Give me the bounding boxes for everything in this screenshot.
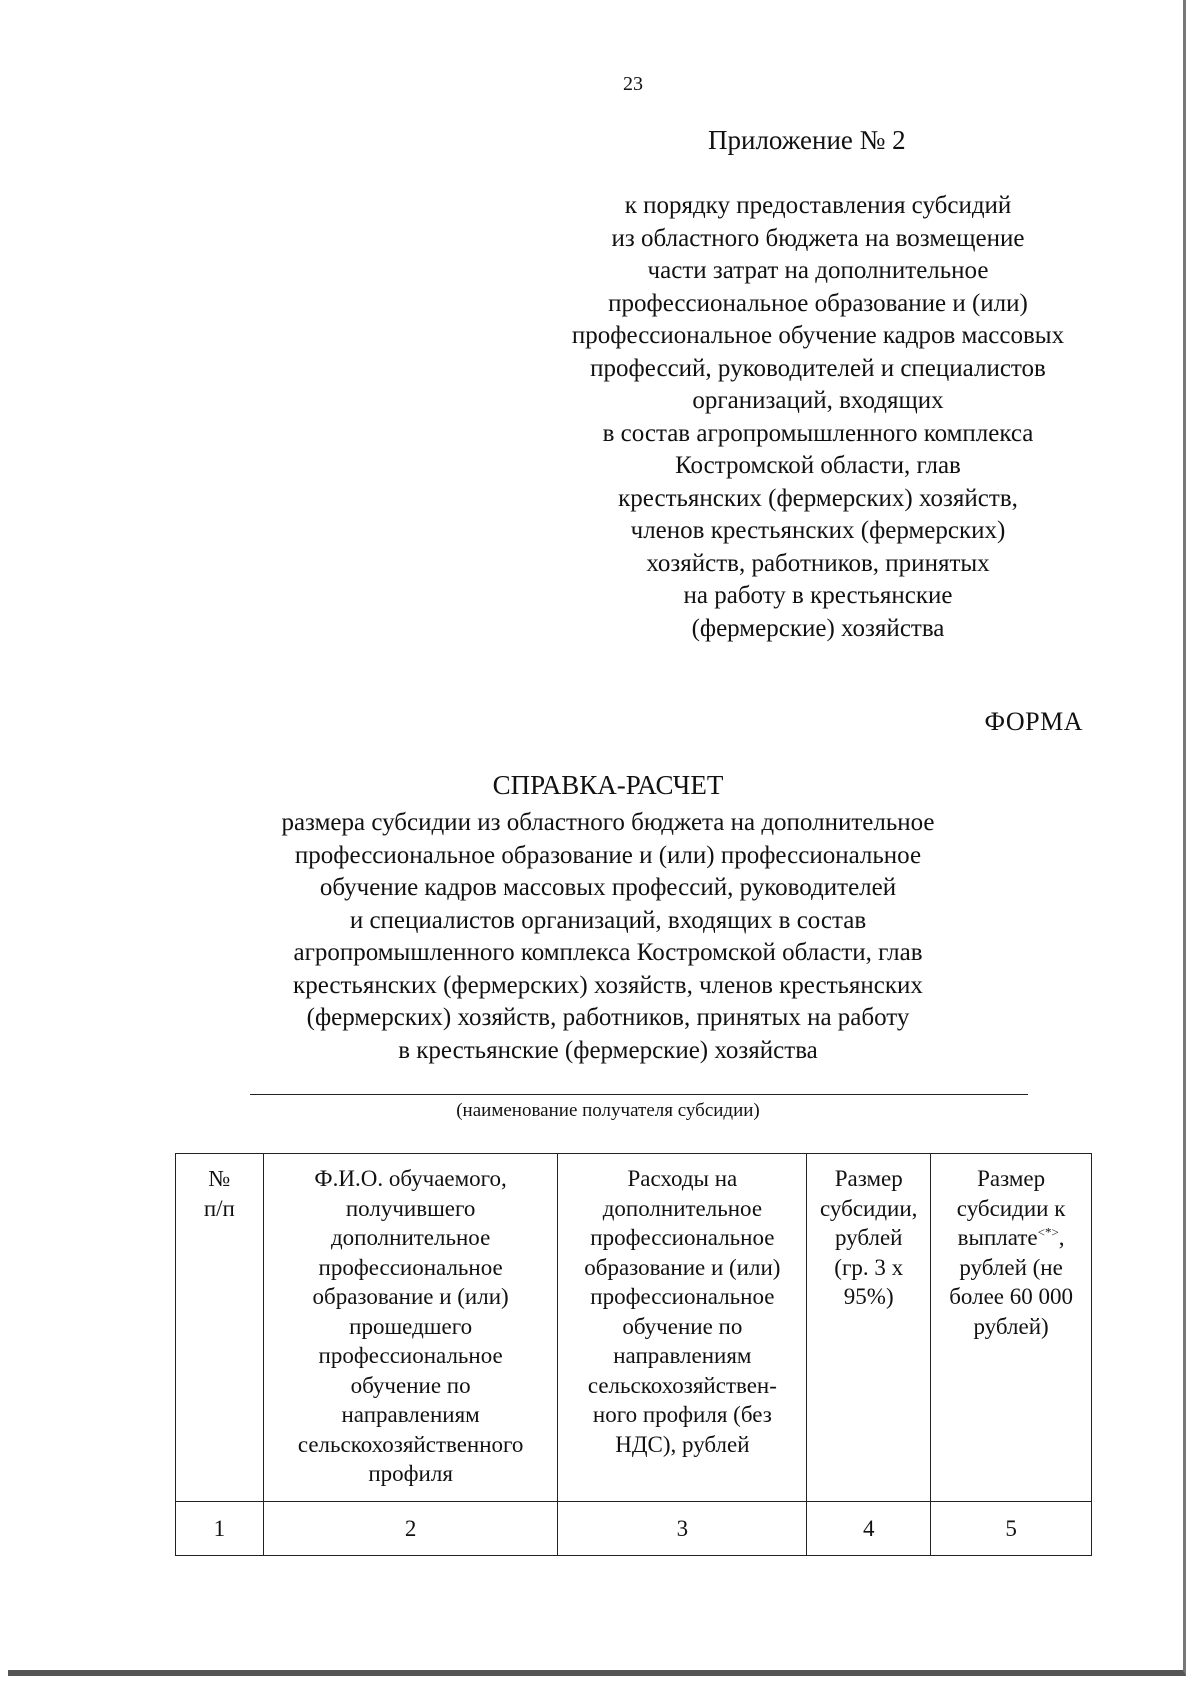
recipient-caption: (наименование получателя субсидии) — [456, 1100, 760, 1121]
appendix-title: Приложение № 2 — [708, 125, 906, 155]
header-row-number: № п/п — [176, 1154, 264, 1502]
footnote-marker: <*> — [1037, 1224, 1059, 1240]
appendix-line: на работу в крестьянские — [683, 582, 953, 609]
subtitle-line: профессиональное образование и (или) профессиональное — [294, 841, 922, 869]
subtitle-line: агропромышленного комплекса Костромской области, глав — [293, 939, 923, 966]
subtitle-line: (фермерских) хозяйств, работников, принятых на работу — [306, 1004, 910, 1031]
calculation-table — [175, 1153, 1092, 1556]
appendix-line: в состав агропромышленного комплекса — [602, 419, 1034, 447]
column-number: 5 — [931, 1502, 1092, 1556]
header-subsidy-amount: Размер субсидии, рублей (гр. 3 х 95%) — [807, 1154, 931, 1502]
subtitle-line: в крестьянские (фермерские) хозяйства — [398, 1036, 818, 1064]
appendix-line: профессиональное обучение кадров массовых — [571, 322, 1065, 349]
appendix-line: профессий, руководителей и специалистов — [590, 354, 1046, 382]
appendix-line: организаций, входящих — [692, 387, 944, 414]
appendix-line: Костромской области, глав — [675, 452, 961, 479]
column-number: 1 — [176, 1502, 264, 1556]
column-number-row — [176, 1502, 1092, 1556]
document-title: СПРАВКА-РАСЧЕТ — [492, 770, 724, 800]
appendix-line: крестьянских (фермерских) хозяйств, — [618, 484, 1018, 512]
subtitle-line: размера субсидии из областного бюджета на дополнительное — [281, 809, 935, 836]
subtitle-line: крестьянских (фермерских) хозяйств, членов крестьянских — [293, 971, 923, 999]
appendix-line: к порядку предоставления субсидий — [624, 192, 1012, 219]
appendix-line: членов крестьянских (фермерских) — [630, 517, 1006, 544]
appendix-line: из областного бюджета на возмещение — [611, 224, 1025, 252]
header-subsidy-payout: Размер субсидии к выплате<*>, рублей (не более 60 000 рублей) — [931, 1154, 1092, 1502]
appendix-line: профессиональное образование и (или) — [608, 289, 1028, 317]
document-page — [8, 0, 1186, 1676]
document-subtitle — [158, 807, 1058, 1067]
column-number: 2 — [263, 1502, 558, 1556]
subtitle-line: и специалистов организаций, входящих в состав — [349, 906, 867, 934]
column-number: 3 — [558, 1502, 807, 1556]
subtitle-line: обучение кадров массовых профессий, руководителей — [319, 874, 897, 901]
column-number: 4 — [807, 1502, 931, 1556]
recipient-name-line — [250, 1094, 1028, 1095]
form-label: ФОРМА — [984, 707, 1083, 736]
appendix-description — [508, 190, 1128, 645]
page-number: 23 — [623, 73, 643, 95]
header-expenses: Расходы на дополнительное профессиональное образование и (или) профессиональное обучение по направлениям сельскохозяйствен- ного профиля (без НДС), рублей — [558, 1154, 807, 1502]
appendix-line: хозяйств, работников, принятых — [646, 549, 990, 577]
appendix-line: (фермерские) хозяйства — [691, 614, 945, 642]
table-header-row — [176, 1154, 1092, 1502]
appendix-line: части затрат на дополнительное — [647, 257, 989, 284]
header-trainee-name: Ф.И.О. обучаемого, получившего дополнительное профессиональное образование и (или) прошедшего профессиональное обучение по направлениям сельскохозяйственного профиля — [263, 1154, 558, 1502]
